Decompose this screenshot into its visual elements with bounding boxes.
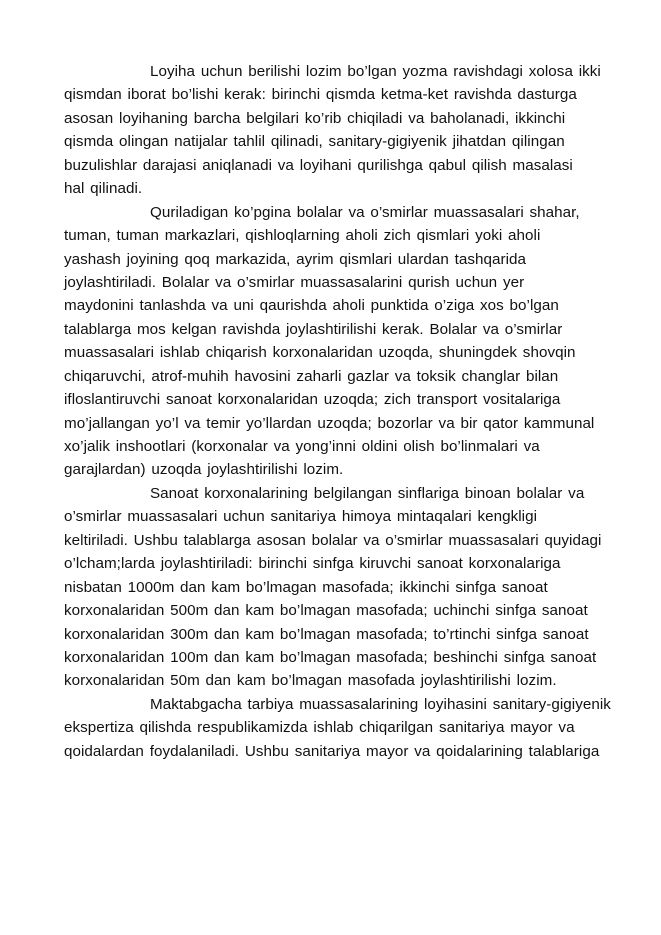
paragraph-line: o’smirlar muassasalari uchun sanitariya himoya mintaqalari kengkligi <box>64 508 538 526</box>
paragraph-line: chiqaruvchi, atrof-muhih havosini zaharli gazlar va toksik changlar bilan <box>64 367 559 385</box>
paragraph-line: ifloslantiruvchi sanoat korxonalaridan uzoqda; zich transport vositalariga <box>64 391 561 409</box>
paragraph-3 <box>64 482 634 693</box>
paragraph-1 <box>64 60 634 201</box>
paragraph-line: korxonalaridan 100m dan kam bo’lmagan masofada; beshinchi sinfga sanoat <box>64 648 597 666</box>
paragraph-line: joylashtiriladi. Bolalar va o’smirlar muassasalarini qurish uchun yer <box>64 273 525 291</box>
paragraph-line: Sanoat korxonalarining belgilangan sinflariga binoan bolalar va <box>150 484 585 502</box>
paragraph-line: qismda olingan natijalar tahlil qilinadi, sanitary-gigiyenik jihatdan qilingan <box>64 133 565 151</box>
paragraph-line: mo’jallangan yo’l va temir yo’llardan uzoqda; bozorlar va bir qator kammunal <box>64 414 595 432</box>
paragraph-line: Loyiha uchun berilishi lozim bo’lgan yozma ravishdagi xolosa ikki <box>150 63 601 80</box>
paragraph-line: korxonalaridan 300m dan kam bo’lmagan masofada; to’rtinchi sinfga sanoat <box>64 625 589 643</box>
paragraph-line: maydonini tanlashda va uni qaurishda aholi punktida o’ziga xos bo’lgan <box>64 297 559 315</box>
paragraph-4 <box>64 693 634 763</box>
paragraph-line: ekspertiza qilishda respublikamizda ishlab chiqarilgan sanitariya mayor va <box>64 719 575 737</box>
paragraph-line: qismdan iborat bo’lishi kerak: birinchi qismda ketma-ket ravishda dasturga <box>64 86 577 104</box>
paragraph-2 <box>64 201 634 482</box>
document-body <box>64 60 634 763</box>
paragraph-line: talablarga mos kelgan ravishda joylashtirilishi kerak. Bolalar va o’smirlar <box>64 320 563 338</box>
paragraph-line: garajlardan) uzoqda joylashtirilishi lozim. <box>64 461 344 479</box>
paragraph-line: yashash joyining qoq markazida, ayrim qismlari ulardan tashqarida <box>64 250 527 268</box>
paragraph-line: korxonalaridan 500m dan kam bo’lmagan masofada; uchinchi sinfga sanoat <box>64 602 588 620</box>
paragraph-line: buzulishlar darajasi aniqlanadi va loyihani qurilishga qabul qilish masalasi <box>64 156 573 174</box>
paragraph-line: hal qilinadi. <box>64 180 143 198</box>
paragraph-line: o’lcham;larda joylashtiriladi: birinchi sinfga kiruvchi sanoat korxonalariga <box>64 555 561 573</box>
paragraph-line: muassasalari ishlab chiqarish korxonalaridan uzoqda, shuningdek shovqin <box>64 344 576 362</box>
paragraph-line: Maktabgacha tarbiya muassasalarining loyihasini sanitary-gigiyenik <box>150 695 611 713</box>
paragraph-line: qoidalardan foydalaniladi. Ushbu sanitariya mayor va qoidalarining talablariga <box>64 742 600 760</box>
paragraph-line: xo’jalik inshootlari (korxonalar va yong’inni oldini olish bo’linmalari va <box>64 438 540 455</box>
paragraph-line: Quriladigan ko’pgina bolalar va o’smirlar muassasalari shahar, <box>150 203 580 221</box>
paragraph-line: nisbatan 1000m dan kam bo’lmagan masofada; ikkinchi sinfga sanoat <box>64 578 548 596</box>
paragraph-line: keltiriladi. Ushbu talablarga asosan bolalar va o’smirlar muassasalari quyidagi <box>64 531 602 549</box>
paragraph-line: asosan loyihaning barcha belgilari ko’rib chiqiladi va baholanadi, ikkinchi <box>64 109 566 127</box>
paragraph-line: tuman, tuman markazlari, qishloqlarning aholi zich qismlari yoki aholi <box>64 227 541 245</box>
paragraph-line: korxonalaridan 50m dan kam bo’lmagan masofada joylashtirilishi lozim. <box>64 672 557 690</box>
